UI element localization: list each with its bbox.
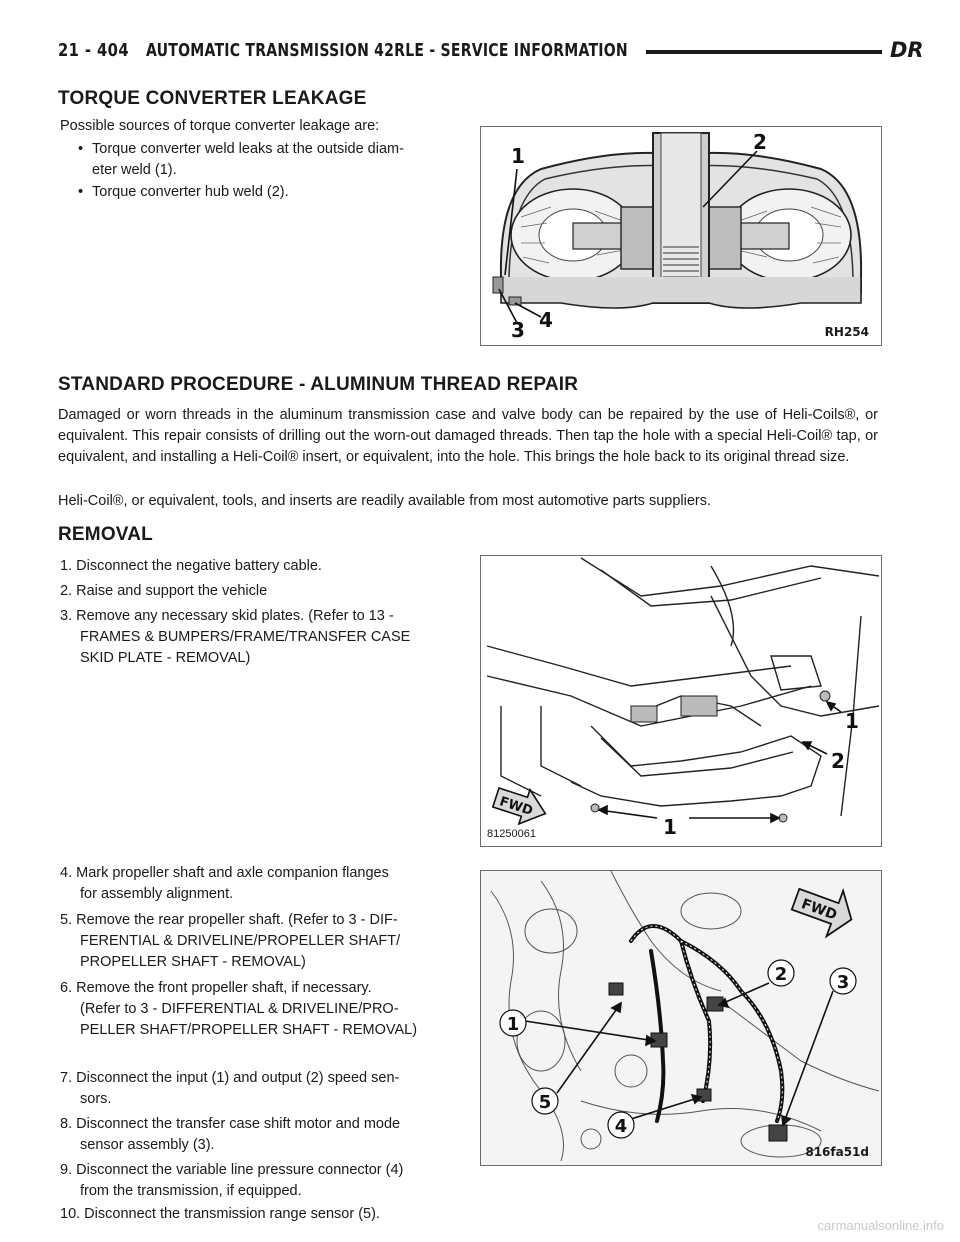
callout-input-speed-sensor: 1 [506,1014,520,1035]
callout-2: 2 [753,130,767,154]
fwd-label: FWD [497,794,535,820]
removal-step-5: 5. Remove the rear propeller shaft. (Refer to 3 - DIF- FERENTIAL & DRIVELINE/PROPELLER SHAFT/ PROPELLER SHAFT - REMOVAL) [60,912,401,970]
section-heading-removal: REMOVAL [58,524,153,545]
figure-torque-converter [480,126,882,346]
torque-converter-illustration [481,127,881,345]
heli-coil-availability: Heli-Coil®, or equivalent, tools, and inserts are readily available from most automotive parts suppliers. [58,493,712,509]
skid-plate-illustration [481,556,881,846]
callout-output-speed-sensor: 2 [774,964,788,985]
header-title: AUTOMATIC TRANSMISSION 42RLE - SERVICE INFORMATION [146,40,628,61]
bullet-hub-weld: • Torque converter hub weld (2). [92,182,444,203]
page-number: 21 - 404 [58,40,130,61]
watermark: carmanualsonline.info [817,1218,944,1233]
section-heading-standard-procedure: STANDARD PROCEDURE - ALUMINUM THREAD REPAIR [58,374,579,395]
callout-1: 1 [511,144,525,168]
removal-step-1: 1. Disconnect the negative battery cable. [60,558,322,574]
figure-id: RH254 [824,325,869,339]
removal-step-4: 4. Mark propeller shaft and axle companion flanges for assembly alignment. [60,865,389,902]
figure-transmission-connectors [480,870,882,1166]
removal-step-7: 7. Disconnect the input (1) and output (2) speed sen- sors. [60,1070,400,1107]
removal-step-8: 8. Disconnect the transfer case shift motor and mode sensor assembly (3). [60,1116,401,1153]
callout-line-pressure-connector: 4 [614,1116,628,1137]
callout-bolt-upper: 1 [845,709,859,733]
callout-skid-plate: 2 [831,749,845,773]
removal-step-9: 9. Disconnect the variable line pressure connector (4) from the transmission, if equipped. [60,1162,404,1199]
figure-id: 816fa51d [805,1145,869,1159]
page-header [58,38,924,66]
torque-converter-intro: Possible sources of torque converter leakage are: [60,118,380,134]
removal-step-2: 2. Raise and support the vehicle [60,583,268,599]
callout-shift-motor-sensor: 3 [836,972,850,993]
header-rule [646,50,882,54]
transmission-connectors-illustration [481,871,881,1165]
model-code: DR [890,38,924,62]
bullet-outside-weld: • Torque converter weld leaks at the outside diam- eter weld (1). [78,141,404,178]
removal-step-10: 10. Disconnect the transmission range sensor (5). [60,1206,380,1222]
removal-step-3: 3. Remove any necessary skid plates. (Refer to 13 - FRAMES & BUMPERS/FRAME/TRANSFER CASE SKID PLATE - REMOVAL) [60,608,411,666]
section-heading-torque-converter: TORQUE CONVERTER LEAKAGE [58,88,367,109]
bullet-dot-icon: • [78,184,84,200]
figure-id: 81250061 [487,828,536,840]
figure-skid-plate [480,555,882,847]
standard-procedure-paragraph: Damaged or worn threads in the aluminum transmission case and valve body can be repaired by the use of Heli-Coils®, or equivalent. This repair consists of drilling out the worn-out damaged threads. Then tap the hole with a special Heli-Coil® tap, or equivalent, and installing a Heli-Coil® insert, or equivalent, into the hole. This brings the hole back to its original thread size. [58,407,878,465]
callout-range-sensor: 5 [538,1092,552,1113]
removal-step-6: 6. Remove the front propeller shaft, if necessary. (Refer to 3 - DIFFERENTIAL & DRIVELINE/PRO- PELLER SHAFT/PROPELLER SHAFT - REMOVAL) [60,980,418,1038]
callout-3: 3 [511,318,525,342]
fwd-label: FWD [799,896,840,924]
callout-4: 4 [539,308,553,332]
callout-bolt-lower: 1 [663,815,677,839]
bullet-dot-icon: • [78,141,84,157]
